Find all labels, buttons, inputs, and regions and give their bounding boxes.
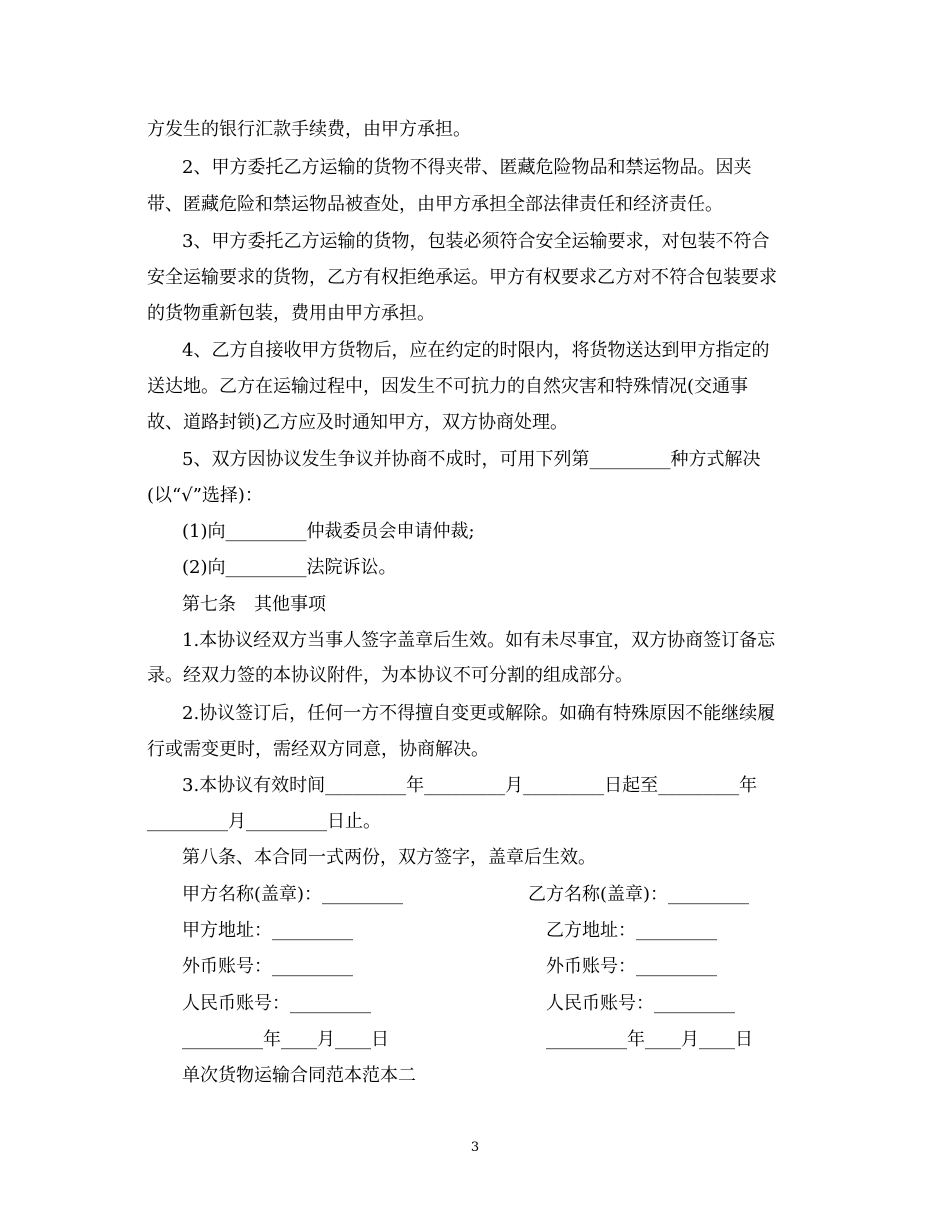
- party-a-name-field: 甲方名称(盖章)：_________: [182, 884, 404, 905]
- section-heading: 第七条 其他事项: [182, 594, 326, 615]
- paragraph-line: 3、甲方委托乙方运输的货物，包装必须符合安全运输要求，对包装不符合: [182, 231, 770, 252]
- paragraph-line: 的货物重新包装，费用由甲方承担。: [147, 303, 435, 324]
- paragraph-line: 故、道路封锁)乙方应及时通知甲方，双方协商处理。: [147, 412, 569, 433]
- paragraph-line: (以“√”选择)：: [147, 485, 263, 506]
- party-b-foreign-account-field: 外币账号：_________: [546, 956, 717, 977]
- party-a-date-field: _________年____月____日: [182, 1029, 389, 1050]
- paragraph-line: 行或需变更时，需经双方同意，协商解决。: [147, 739, 489, 760]
- party-b-address-field: 乙方地址：_________: [546, 920, 717, 941]
- party-b-date-field: _________年____月____日: [546, 1029, 753, 1050]
- paragraph-line: 3.本协议有效时间_________年_________月_________日起至_________年: [182, 775, 758, 796]
- party-a-foreign-account-field: 外币账号：_________: [182, 956, 353, 977]
- paragraph-line: 1.本协议经双方当事人签字盖章后生效。如有未尽事宜，双方协商签订备忘: [182, 630, 776, 651]
- paragraph-line: 方发生的银行汇款手续费，由甲方承担。: [147, 119, 471, 140]
- paragraph-line: 2、甲方委托乙方运输的货物不得夹带、匿藏危险物品和禁运物品。因夹: [182, 157, 752, 178]
- paragraph-line: 送达地。乙方在运输过程中，因发生不可抗力的自然灾害和特殊情况(交通事: [147, 376, 749, 397]
- paragraph-line: 5、双方因协议发生争议并协商不成时，可用下列第_________种方式解决: [182, 449, 761, 470]
- party-a-address-field: 甲方地址：_________: [182, 920, 353, 941]
- paragraph-line: 2.协议签订后，任何一方不得擅自变更或解除。如确有特殊原因不能继续履: [182, 703, 776, 724]
- party-a-rmb-account-field: 人民币账号：_________: [182, 993, 371, 1014]
- closing-title: 单次货物运输合同范本范本二: [182, 1065, 416, 1086]
- paragraph-line: (2)向_________法院诉讼。: [182, 557, 397, 578]
- party-b-name-field: 乙方名称(盖章)：_________: [528, 884, 750, 905]
- paragraph-line: 安全运输要求的货物，乙方有权拒绝承运。甲方有权要求乙方对不符合包装要求: [147, 267, 777, 288]
- party-b-rmb-account-field: 人民币账号：_________: [546, 993, 735, 1014]
- paragraph-line: 录。经双力签的本协议附件，为本协议不可分割的组成部分。: [147, 665, 633, 686]
- paragraph-line: 4、乙方自接收甲方货物后，应在约定的时限内，将货物送达到甲方指定的: [182, 340, 770, 361]
- paragraph-line: _________月_________日止。: [147, 811, 381, 832]
- paragraph-line: (1)向_________仲裁委员会申请仲裁;: [182, 521, 475, 542]
- page-number: 3: [470, 1140, 480, 1155]
- section-heading: 第八条、本合同一式两份，双方签字，盖章后生效。: [182, 847, 596, 868]
- paragraph-line: 带、匿藏危险和禁运物品被查处，由甲方承担全部法律责任和经济责任。: [147, 194, 723, 215]
